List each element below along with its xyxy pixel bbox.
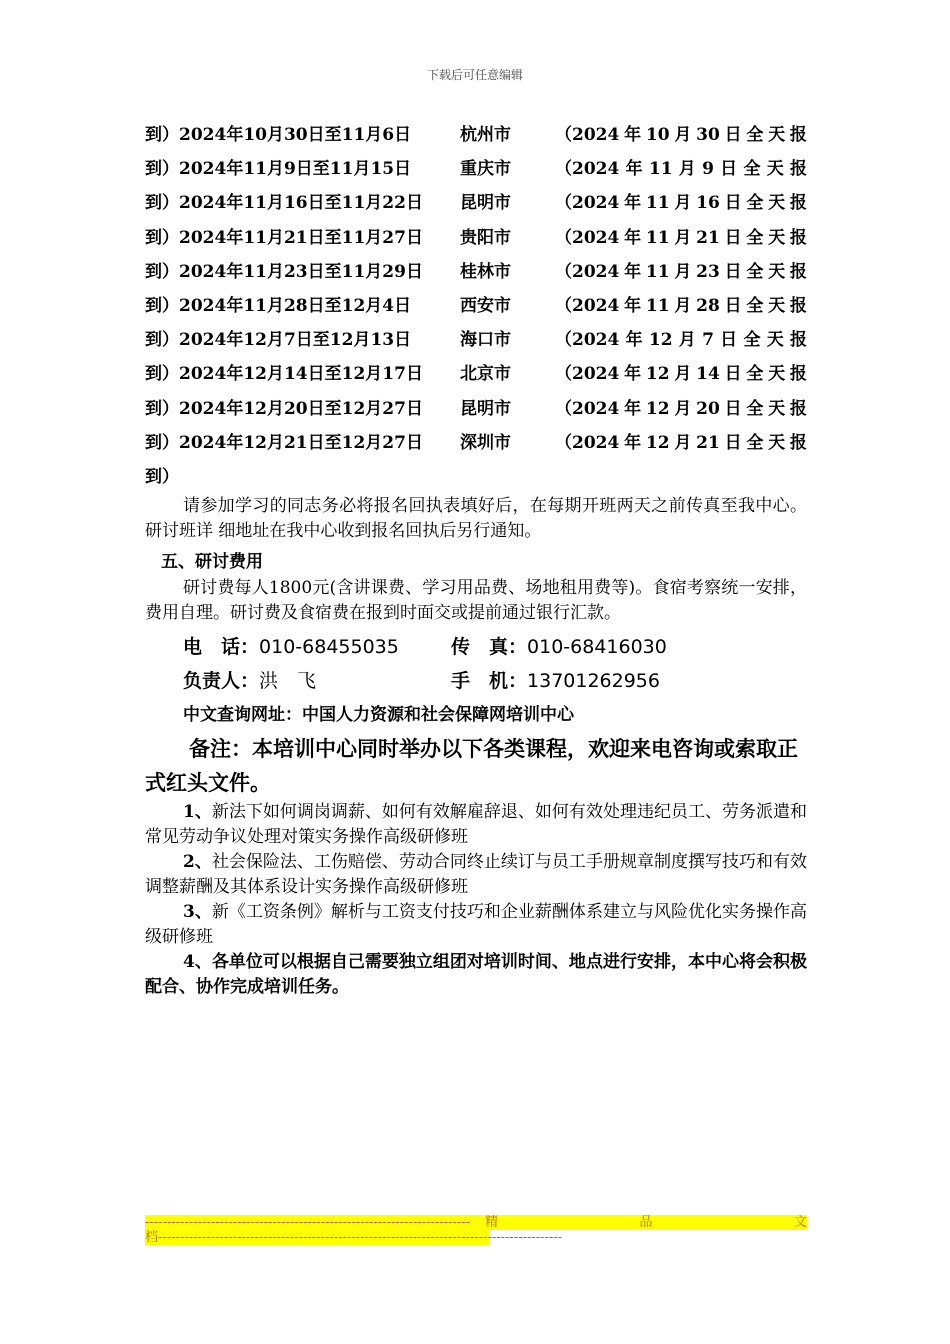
schedule-note-token: 12 [645,398,670,419]
schedule-city: 桂林市 [460,261,511,282]
schedule-note [555,323,807,357]
footer-line-1 [145,1215,807,1230]
course-text: 新《工资条例》解析与工资支付技巧和企业薪酬体系建立与风险优化实务操作高级研修班 [145,901,807,947]
schedule-note-token: 日 [724,227,742,248]
schedule-city: 重庆市 [460,159,511,180]
schedule-row [145,289,807,323]
schedule-note [555,426,807,460]
schedule-note-token: 年 [624,398,642,419]
schedule-date-text: 2024年11月28日至12月4日 [179,295,412,316]
schedule-date [145,186,460,220]
schedule-date [145,255,460,289]
schedule-city: 西安市 [460,295,511,316]
schedule-note-token: 年 [624,261,642,282]
schedule-date [145,118,460,152]
schedule-note-token: 年 [625,330,643,351]
schedule-note-token: （2024 [555,193,620,214]
schedule-row [145,426,807,460]
schedule-note-token: 14 [696,364,720,385]
schedule-note-token: 日 [724,364,742,385]
schedule-note-token: 12 [648,330,673,351]
schedule-row [145,255,807,289]
footer-dashes-2: -------------------------------------------------------------------------------------------- [158,1230,563,1245]
schedule-note-token: 日 [724,261,742,282]
schedule-note [555,118,807,152]
schedule-note-token: 30 [696,125,720,145]
schedule-note-token: 28 [696,295,720,316]
schedule-date-text: 2024年12月21日至12月27日 [179,432,423,453]
footer-word: 文 [793,1215,807,1230]
course-text: 各单位可以根据自己需要独立组团对培训时间、地点进行安排，本中心将会积极配合、协作完成培训任务。 [145,951,807,997]
course-number: 3、 [183,901,212,922]
schedule-note-token: 10 [645,125,670,145]
schedule-prefix: 到） [145,261,179,282]
course-text: 社会保险法、工伤赔偿、劳动合同终止续订与员工手册规章制度撰写技巧和有效调整薪酬及其体系设计实务操作高级研修班 [145,851,807,897]
schedule-note-token: 天 [766,159,784,180]
schedule-note-token: 天 [768,432,786,453]
schedule-note-token: 年 [624,432,642,453]
header-note: 下载后可任意编辑 [426,68,523,82]
schedule-note-token: 全 [746,261,764,282]
schedule-prefix: 到） [145,432,179,453]
phone-label: 电 话： [183,635,260,658]
schedule-prefix: 到） [145,227,179,248]
schedule-note-token: 日 [720,330,738,351]
schedule-note-token: 天 [768,364,786,385]
owner-name: 洪 飞 [259,669,317,692]
schedule-date [145,221,460,255]
schedule-date-text: 2024年12月14日至12月17日 [179,364,423,385]
course-number: 4、 [183,951,212,972]
schedule-note-token: 月 [674,193,692,214]
schedule-prefix: 到） [145,193,179,214]
website-line: 中文查询网址：中国人力资源和社会保障网培训中心 [183,704,574,725]
schedule-tail: 到） [145,466,179,487]
schedule-note-token: 报 [789,193,807,214]
course-item [145,950,807,1000]
schedule-note-token: 年 [624,193,642,214]
schedule-note-token: 23 [696,261,720,282]
schedule-row [145,152,807,186]
schedule-note-token: （2024 [555,364,620,385]
schedule-date [145,289,460,323]
schedule-note-token: 11 [645,261,670,282]
schedule-note-token: 年 [624,125,642,145]
schedule-note-token: 月 [674,227,692,248]
schedule-row [145,392,807,426]
schedule-date [145,357,460,391]
schedule-note-token: 年 [624,364,642,385]
footer-line-2 [145,1230,563,1245]
schedule-note-token: 全 [746,193,764,214]
schedule-date-text: 2024年11月9日至11月15日 [179,159,412,180]
schedule-note-token: 12 [645,432,670,453]
course-item [145,850,807,900]
schedule-note-token: 月 [674,295,692,316]
schedule-date [145,426,460,460]
schedule-note-token: 全 [746,398,764,419]
schedule-note-token: 报 [789,227,807,248]
schedule-note-token: 9 [702,159,714,180]
schedule-row [145,357,807,391]
schedule-note-token: 11 [645,295,670,316]
footer-banner [145,1215,807,1245]
schedule-date-text: 2024年12月20日至12月27日 [179,398,423,419]
schedule-note-token: 月 [674,261,692,282]
document-body [145,118,807,1000]
schedule-note-token: 月 [674,125,692,145]
schedule-list [145,118,807,460]
schedule-note-token: 7 [702,330,714,351]
schedule-note-token: 报 [789,125,807,145]
schedule-note-token: 天 [766,330,784,351]
schedule-row [145,186,807,220]
schedule-note-token: （2024 [555,432,620,453]
schedule-city: 贵阳市 [460,227,511,248]
schedule-note-token: 全 [746,227,764,248]
schedule-date [145,392,460,426]
schedule-date-text: 2024年12月7日至12月13日 [179,330,412,351]
schedule-prefix: 到） [145,330,179,351]
schedule-note-token: 天 [768,125,786,145]
schedule-note-token: 报 [789,159,807,180]
schedule-city: 昆明市 [460,193,511,214]
schedule-note-token: 年 [624,227,642,248]
schedule-date [145,152,460,186]
contact-row-phone [145,630,807,664]
signup-paragraph: 请参加学习的同志务必将报名回执表填好后，在每期开班两天之前传真至我中心。研讨班详 细地址在我中心收到报名回执后另行通知。 [145,495,807,541]
footer-word: 品 [639,1215,653,1230]
schedule-note-token: 全 [743,330,761,351]
schedule-note-token: 全 [746,364,764,385]
schedule-row [145,221,807,255]
schedule-note-token: 12 [645,364,670,385]
schedule-note [555,186,807,220]
schedule-date [145,323,460,357]
schedule-note [555,255,807,289]
schedule-note-token: 月 [674,432,692,453]
course-item [145,900,807,950]
schedule-note-token: 日 [724,125,742,145]
contact-row-owner [145,664,807,698]
schedule-note-token: 天 [768,261,786,282]
schedule-note-token: 年 [625,159,643,180]
fax-number: 010-68416030 [527,635,667,658]
schedule-note [555,221,807,255]
owner-label: 负责人： [183,669,260,692]
schedule-note-token: 报 [789,330,807,351]
schedule-prefix: 到） [145,159,179,180]
schedule-note-token: 天 [768,193,786,214]
schedule-note-token: 日 [720,159,738,180]
schedule-note-token: 日 [724,432,742,453]
schedule-note-token: 月 [674,398,692,419]
mobile-number: 13701262956 [527,669,660,692]
schedule-date-text: 2024年11月16日至11月22日 [179,193,423,214]
schedule-note-token: （2024 [555,261,620,282]
schedule-row [145,118,807,152]
schedule-note-token: （2024 [555,330,620,351]
schedule-city: 深圳市 [460,432,511,453]
schedule-city: 杭州市 [460,125,511,145]
footer-words [417,1215,807,1230]
schedule-note-token: 月 [678,330,696,351]
schedule-note-token: 全 [743,159,761,180]
schedule-note-token: 年 [624,295,642,316]
schedule-note-token: 20 [696,398,720,419]
phone-number: 010-68455035 [259,635,399,658]
schedule-note-token: （2024 [555,398,620,419]
footer-word: 精 [485,1215,499,1230]
schedule-note-token: 报 [789,432,807,453]
schedule-note-token: 天 [768,295,786,316]
footer-dashes: -------------------------------------------------------------------------- [145,1215,471,1230]
schedule-note-token: （2024 [555,295,620,316]
schedule-note-token: 日 [724,193,742,214]
schedule-note-token: 11 [645,227,670,248]
schedule-date-text: 2024年11月23日至11月29日 [179,261,423,282]
schedule-date-text: 2024年11月21日至11月27日 [179,227,423,248]
schedule-note-token: 报 [789,398,807,419]
course-number: 2、 [183,851,212,872]
schedule-note-token: 11 [648,159,673,180]
course-text: 新法下如何调岗调薪、如何有效解雇辞退、如何有效处理违纪员工、劳务派遣和常见劳动争议处理对策实务操作高级研修班 [145,801,807,847]
schedule-city: 昆明市 [460,398,511,419]
schedule-note-token: 日 [724,295,742,316]
fee-paragraph: 研讨费每人1800元(含讲课费、学习用品费、场地租用费等)。食宿考察统一安排，费用自理。研讨费及食宿费在报到时面交或提前通过银行汇款。 [145,577,807,623]
remark-paragraph: 备注：本培训中心同时举办以下各类课程，欢迎来电咨询或索取正式红头文件。 [145,735,798,795]
schedule-note-token: 21 [696,227,720,248]
course-number: 1、 [183,801,212,822]
schedule-note-token: （2024 [555,159,620,180]
schedule-row [145,323,807,357]
schedule-note-token: 21 [696,432,720,453]
schedule-prefix: 到） [145,364,179,385]
schedule-note-token: 天 [768,227,786,248]
schedule-note-token: （2024 [555,227,620,248]
schedule-city: 海口市 [460,330,511,351]
schedule-date-text: 2024年10月30日至11月6日 [179,125,412,145]
schedule-note [555,357,807,391]
schedule-note-token: 月 [674,364,692,385]
fax-label: 传 真： [451,635,528,658]
schedule-note [555,392,807,426]
course-item [145,800,807,850]
schedule-city: 北京市 [460,364,511,385]
mobile-label: 手 机： [451,669,528,692]
schedule-note-token: 16 [696,193,720,214]
schedule-note-token: 报 [789,295,807,316]
schedule-note [555,152,807,186]
schedule-note-token: 天 [768,398,786,419]
course-list [145,800,807,1000]
footer-tail: 档 [145,1230,159,1245]
schedule-note-token: 全 [746,432,764,453]
schedule-note-token: 全 [746,295,764,316]
schedule-note-token: 报 [789,261,807,282]
schedule-note-token: 全 [746,125,764,145]
schedule-note [555,289,807,323]
schedule-note-token: 日 [724,398,742,419]
section-title-fees: 五、研讨费用 [161,551,263,572]
schedule-note-token: 11 [645,193,670,214]
schedule-note-token: 月 [678,159,696,180]
schedule-note-token: （2024 [555,125,620,145]
schedule-prefix: 到） [145,295,179,316]
schedule-prefix: 到） [145,398,179,419]
schedule-note-token: 报 [789,364,807,385]
schedule-prefix: 到） [145,125,179,145]
